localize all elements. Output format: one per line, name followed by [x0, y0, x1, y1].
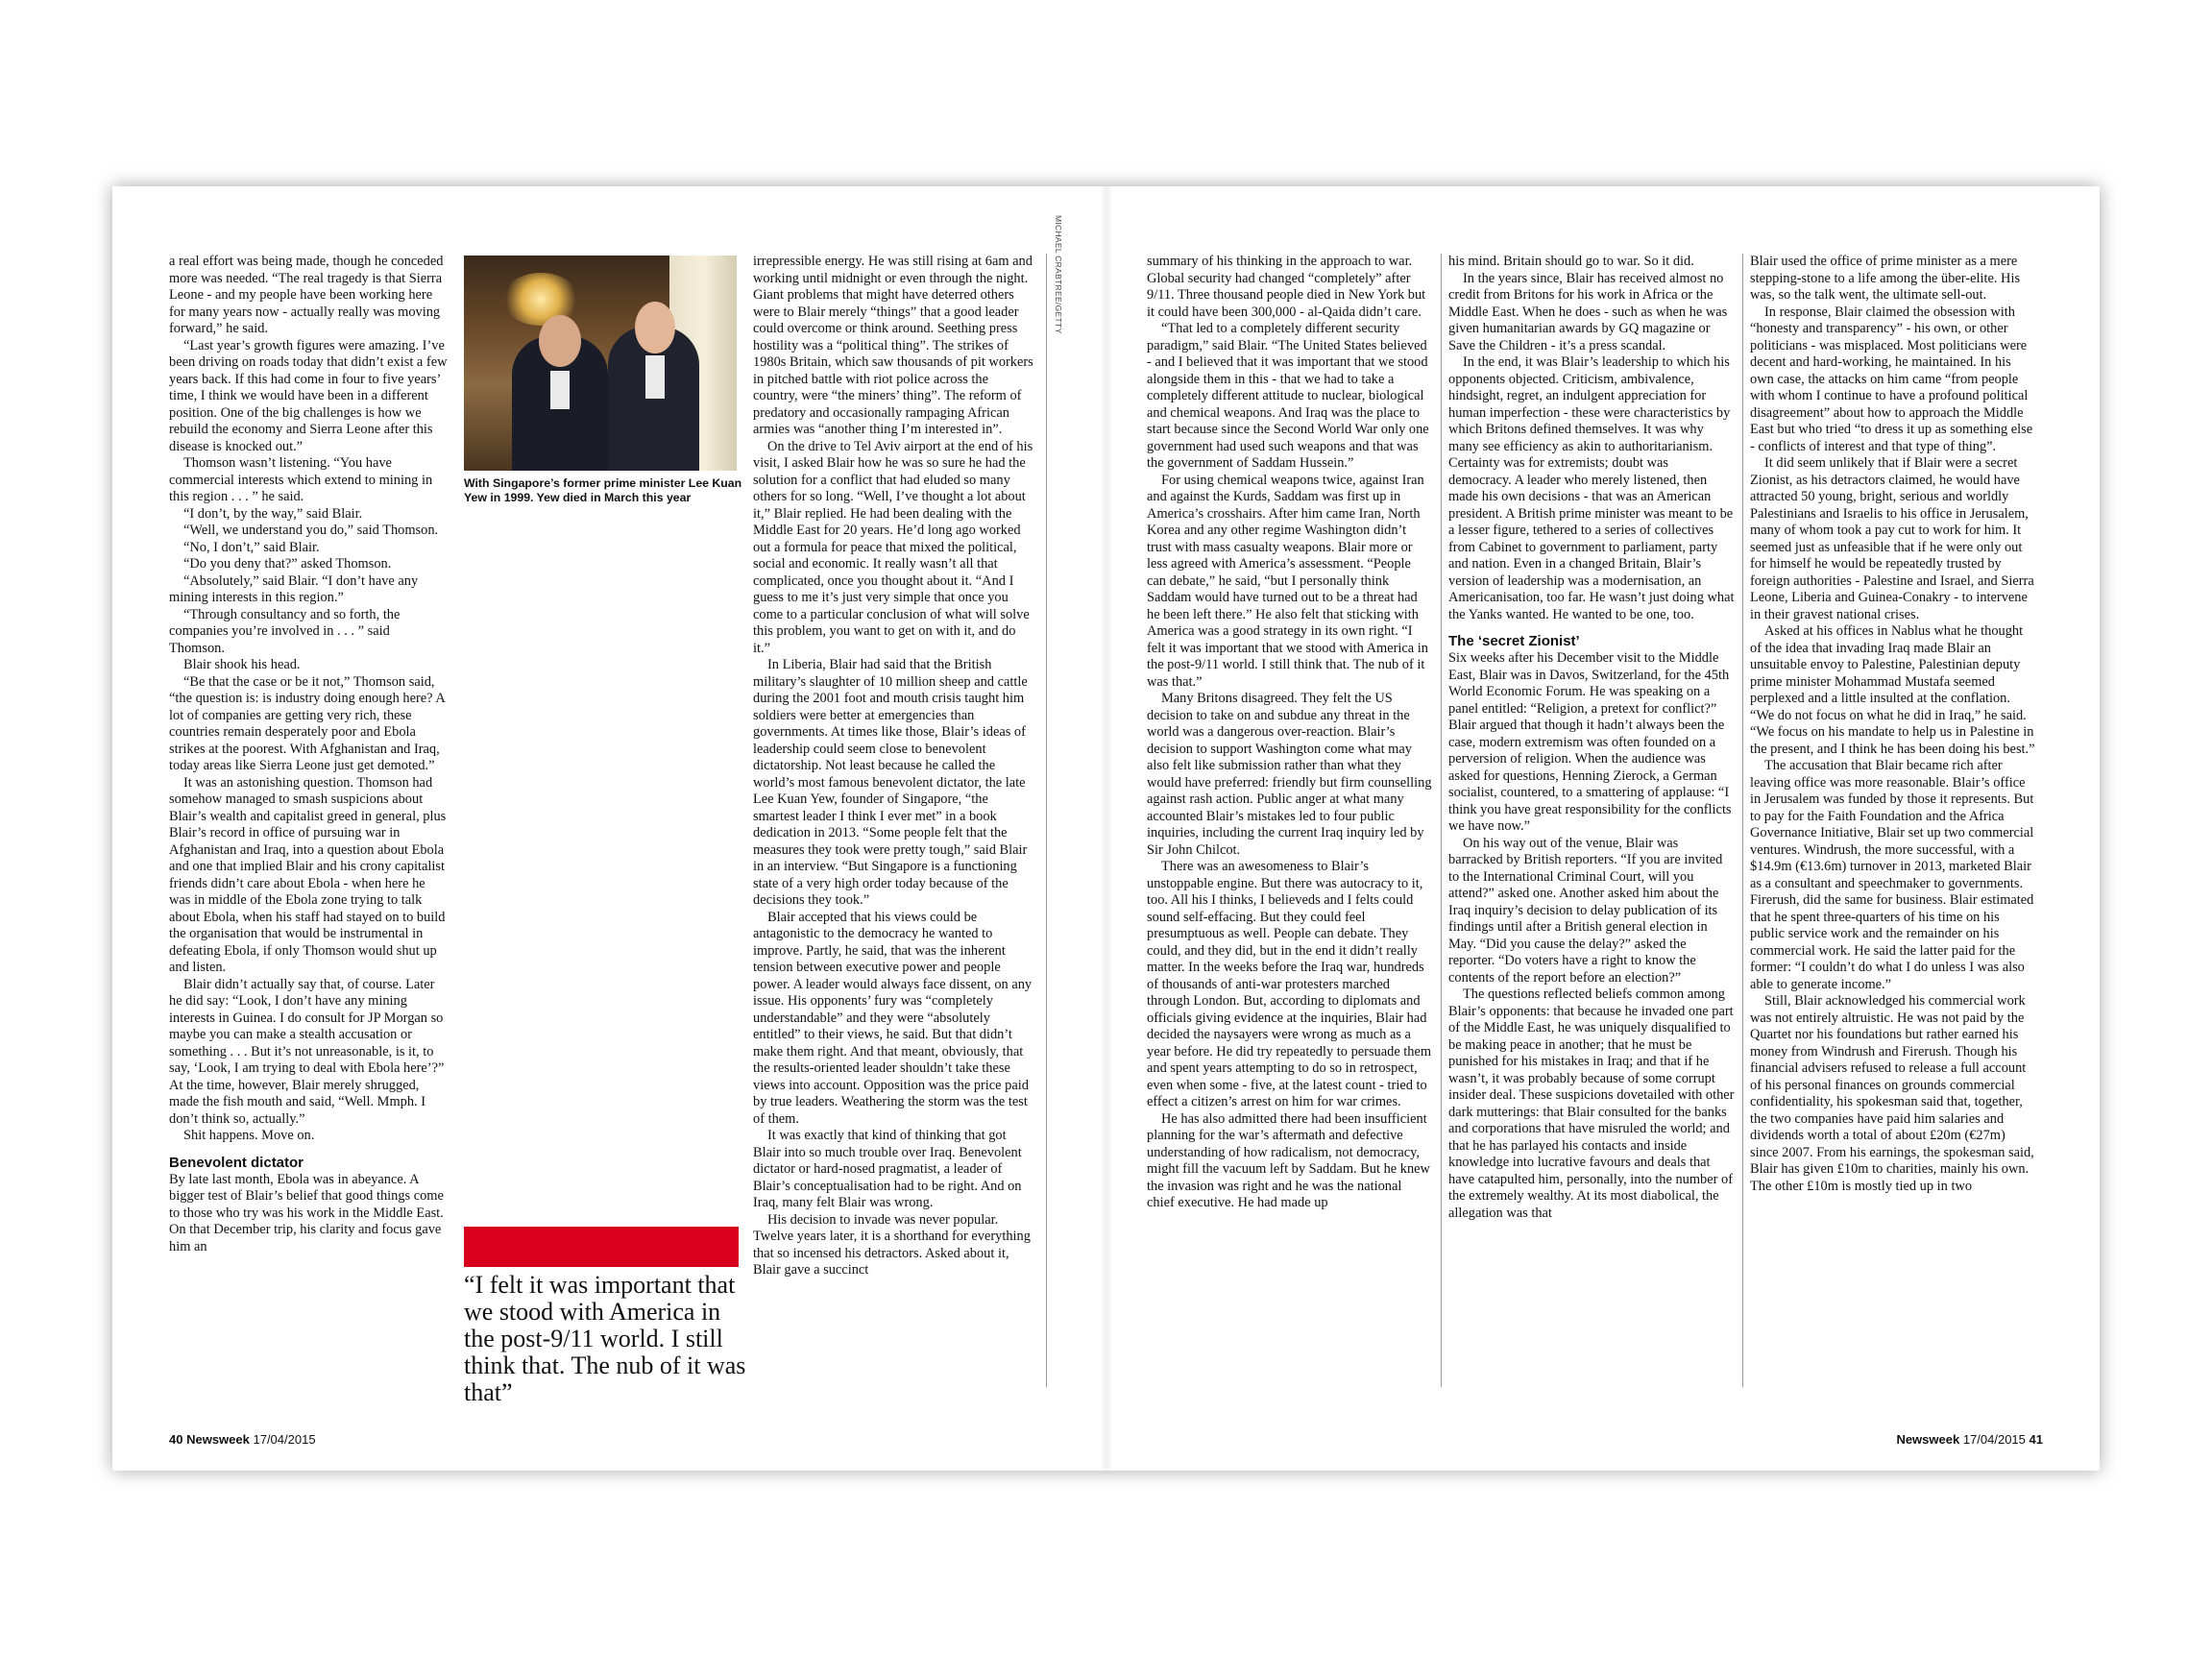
- paragraph: Thomson wasn’t listening. “You have commercial interests which extend to mining in this region . . . ” he said.: [169, 455, 433, 504]
- paragraph: Blair accepted that his views could be antagonistic to the democracy he wanted to improve. Partly, he said, that was the inherent tension between executive power and people power. A leader would always face dissent, on any issue. His opponents’ fury was “completely understandable” and they were “absolutely entitled” to their views, he said. But that didn’t make them right. And that meant, obviously, that the results-oriented leader shouldn’t take these views into account. Opposition was the price paid by true leaders. Weathering the storm was the test of them.: [753, 909, 1033, 1127]
- page-left: [112, 186, 1106, 1471]
- paragraph: Still, Blair acknowledged his commercial work was not entirely altruistic. He was not paid by the Quartet nor his foundations but rather earned his money from Windrush and Firerush. Though his financial advisers refused to release a full account of his personal finances on grounds commercial confidentiality, his spokesman said that, together, the two companies have paid him salaries and dividends worth a total of about £20m (€27m) since 2007. From his earnings, the spokesman said, Blair has given £10m to charities, mainly his own. The other £10m is mostly tied up in two: [1750, 993, 2034, 1194]
- paragraph: his mind. Britain should go to war. So it did.: [1448, 254, 1694, 269]
- paragraph: Six weeks after his December visit to the Middle East, Blair was in Davos, Switzerland, for the 45th World Economic Forum. He was speaking on a panel entitled: “Religion, a pretext for conflict?” Blair argued that though it hadn’t always been the case, modern extremism was often founded on a perversion of religion. When the audience was asked for questions, Henning Zierock, a German socialist, countered, to a smattering of applause: “I think you have great responsibility for the conflicts we have now.”: [1448, 650, 1732, 834]
- paragraph: In response, Blair claimed the obsession with “honesty and transparency” - his own, or other politicians - was misplaced. Most politicians were decent and hard-working, he maintained. In his own case, the attacks on him came “from people with whom I continue to have a profound political disagreement” about how to approach the Middle East but who tried “to dress it up as something else - conflicts of interest and that type of thing”.: [1750, 304, 2033, 454]
- shirt-left: [550, 371, 570, 409]
- brand-left: Newsweek: [186, 1432, 250, 1447]
- paragraph: It was exactly that kind of thinking that got Blair into so much trouble over Iraq. Benevolent dictator or hard-nosed pragmatist, a leader of Blair’s conceptualisation had to be right. And on Iraq, many felt Blair was wrong.: [753, 1128, 1022, 1210]
- paragraph: Asked at his offices in Nablus what he thought of the idea that invading Iraq made Blair an unsuitable envoy to Palestine, Palestinian deputy prime minister Mohammad Mustafa seemed perplexed and a little insulted at the conflation. “We do not focus on what he did in Iraq,” he said. “We focus on his mandate to help us in Palestine in the present, and I think he has been doing his best.”: [1750, 623, 2035, 757]
- paragraph: a real effort was being made, though he conceded more was needed. “The real tragedy is that Sierra Leone - and my people have been working here for many years now - actually really was moving forward,” he said.: [169, 254, 444, 336]
- issue-date-right: 17/04/2015: [1962, 1432, 2026, 1447]
- paragraph: “Be that the case or be it not,” Thomson said, “the question is: is industry doing enough here? A lot of companies are getting very rich, these countries remain desperately poor and Ebola strikes at the poorest. With Afghanistan and Iraq, today areas like Sierra Leone just get demoted.”: [169, 673, 445, 773]
- paragraph: “Do you deny that?” asked Thomson.: [183, 556, 392, 572]
- issue-date-left: 17/04/2015: [253, 1432, 316, 1447]
- paragraph: “That led to a completely different security paradigm,” said Blair. “The United States believed - and I believed that it was important that we stood alongside them in this - that we had to take a completely different attitude to nuclear, biological and chemical weapons. And Iraq was the place to start because since the Second World War only one government had used such weapons and that was the government of Saddam Hussein.”: [1147, 321, 1429, 471]
- article-column-1: [169, 254, 448, 1387]
- page-number-left: 40: [169, 1432, 183, 1447]
- pullquote: “I felt it was important that we stood with America in the post-9/11 world. I still think that. The nub of it was that”: [464, 1271, 746, 1406]
- column-rule: [1046, 254, 1047, 1387]
- paragraph: Shit happens. Move on.: [183, 1128, 315, 1143]
- paragraph: Many Britons disagreed. They felt the US decision to take on and subdue any threat in the world was a dangerous over-reaction. Blair’s decision to support Washington come what may also felt like submission rather than what they would have preferred: friendly but firm counselling against rash action. Public anger at what many accounted Blair’s mistakes led to four public inquiries, including the current Iraq inquiry led by Sir John Chilcot.: [1147, 691, 1432, 858]
- paragraph: There was an awesomeness to Blair’s unstoppable engine. But there was autocracy to it, too. All his I thinks, I believeds and I felts could sound self-effacing. But they could feel presumptuous as well. People can debate. They could, and they did, but in the end it didn’t really matter. In the weeks before the Iraq war, hundreds of thousands of anti-war protesters marched through London. But, according to diplomats and officials giving evidence at the inquiries, Blair had decided the naysayers were wrong as much as a year before. He did try repeatedly to persuade them and spent years attempting to do so in retrospect, even when some - five, at the latest count - tried to effect a citizen’s arrest on him for war crimes.: [1147, 859, 1432, 1109]
- paragraph: irrepressible energy. He was still rising at 6am and working until midnight or even through the night. Giant problems that might have deterred others were to Blair merely “things” that a good leader could overcome or think around. Seething press hostility was a “political thing”. The strikes of 1980s Britain, which saw thousands of pit workers in pitched battle with riot police across the country, were “the miners’ thing”. The reform of predatory and occasionally rampaging African armies was “another thing I’m interested in”.: [753, 254, 1033, 437]
- head-right: [635, 302, 675, 353]
- article-column-4: [1147, 254, 1432, 1387]
- paragraph: summary of his thinking in the approach to war. Global security had changed “completely” after 9/11. Three thousand people died in New York but it could have been 300,000 - al-Qaida didn’t care.: [1147, 254, 1426, 320]
- paragraph: “Last year’s growth figures were amazing. I’ve been driving on roads today that didn’t exist a few years back. If this had come in four to five years’ time, I think we would have been in a different position. One of the big challenges is how we rebuild the economy and Sierra Leone after this disease is knocked out.”: [169, 337, 448, 454]
- subheading: Benevolent dictator: [169, 1154, 304, 1171]
- head-left: [539, 315, 581, 367]
- paragraph: By late last month, Ebola was in abeyance. A bigger test of Blair’s belief that good things come to those who try was his work in the Middle East. On that December trip, his clarity and focus gave him an: [169, 1171, 444, 1254]
- paragraph: In the years since, Blair has received almost no credit from Britons for his work in Africa or the Middle East. When he does - such as when he was given humanitarian awards by GQ magazine or Save the Children - it’s a press scandal.: [1448, 270, 1728, 353]
- paragraph: “No, I don’t,” said Blair.: [183, 539, 320, 555]
- photo-blair-lee-kuan-yew: [464, 256, 737, 471]
- page-number-right: 41: [2029, 1432, 2043, 1447]
- paragraph: His decision to invade was never popular. Twelve years later, it is a shorthand for everything that so incensed his detractors. Asked about it, Blair gave a succinct: [753, 1211, 1031, 1278]
- column-rule: [1742, 254, 1743, 1387]
- page-right: [1106, 186, 2100, 1471]
- paragraph: “I don’t, by the way,” said Blair.: [183, 505, 363, 522]
- paragraph: On his way out of the venue, Blair was barracked by British reporters. “If you are invited to the International Criminal Court, will you attend?” asked one. Another asked him about the Iraq inquiry’s decision to delay publication of its findings until after a British general election in May. “Did you cause the delay?” asked the reporter. “Do voters have a right to know the contents of the report before an election?”: [1448, 835, 1723, 986]
- paragraph: The accusation that Blair became rich after leaving office was more reasonable. Blair’s office in Jerusalem was funded by those it represents. But to pay for the Faith Foundation and the Africa Governance Initiative, Blair set up two commercial ventures. Windrush, the more successful, with a $14.9m (€13.6m) turnover in 2013, marketed Blair as a consultant and speechmaker to governments. Firerush, did the same for business. Blair estimated that he spent three-quarters of his time on his public service work and the remainder on his commercial work. He said the latter paid for the former: “I couldn’t do what I do unless I was also able to generate income.”: [1750, 758, 2034, 992]
- folio-right: [1896, 1432, 2043, 1447]
- paragraph: It did seem unlikely that if Blair were a secret Zionist, as his detractors claimed, he would have attracted 50 young, bright, serious and worldly Palestinians and Israelis to his office in Jerusalem, many of whom took a pay cut to work for him. It seemed just as unfeasible that if he were only out for himself he would be repeatedly trusted by foreign authorities - Palestine and Israel, and Sierra Leone, Liberia and Guinea-Conakry - to intervene in their gravest national crises.: [1750, 455, 2034, 622]
- pullquote-red-bar: [464, 1227, 739, 1267]
- paragraph: “Through consultancy and so forth, the companies you’re involved in . . . ” said Thomson.: [169, 606, 401, 656]
- paragraph: On the drive to Tel Aviv airport at the end of his visit, I asked Blair how he was so sure he had the solution for a conflict that had eluded so many others for so long. “Well, I’ve thought a lot about it,” Blair replied. He had been dealing with the Middle East for 20 years. He’d long ago worked out a formula for peace that mixed the political, social and economic. It really wasn’t all that complicated, once you thought about it. “And I guess to me it’s just very simple that once you come to a particular conclusion of what will solve this problem, you want to get on with it, and do it.”: [753, 438, 1033, 656]
- column-rule: [1441, 254, 1442, 1387]
- photo-caption: With Singapore’s former prime minister Lee Kuan Yew in 1999. Yew died in March this year: [464, 476, 742, 504]
- photo-credit: MICHAEL CRABTREE/GETTY: [1054, 215, 1063, 334]
- subheading: The ‘secret Zionist’: [1448, 633, 1580, 649]
- magazine-spread: [112, 186, 2100, 1471]
- article-column-3: [753, 254, 1034, 1387]
- paragraph: He has also admitted there had been insufficient planning for the war’s aftermath and defective understanding of how radicalism, not democracy, might fill the vacuum left by Saddam. But he knew the invasion was right and he was the national chief executive. He had made up: [1147, 1110, 1430, 1210]
- paragraph: “Absolutely,” said Blair. “I don’t have any mining interests in this region.”: [169, 572, 419, 605]
- paragraph: In the end, it was Blair’s leadership to which his opponents objected. Criticism, ambivalence, hindsight, regret, an indulgent appreciation for human imperfection - these were characteristics by which Britons defined themselves. It was why many see efficiency as akin to authoritarianism. Certainty was for extremists; doubt was democracy. A leader who merely listened, then made his own decisions - that was an American president. A British prime minister was meant to be a lesser figure, tethered to a series of collectives from Cabinet to government to parliament, party and nation. Even in a changed Britain, Blair’s version of leadership was a modernisation, an Americanisation, too far. He wasn’t just doing what the Yanks wanted. He wanted to be one, too.: [1448, 354, 1735, 622]
- shirt-right: [645, 355, 665, 399]
- paragraph: In Liberia, Blair had said that the British military’s slaughter of 10 million sheep and cattle during the 2001 foot and mouth crisis taught him soldiers were better at emergencies than governments. At times like those, Blair’s ideas of leadership could seem close to benevolent dictatorship. Not least because he called the world’s most famous benevolent dictator, the late Lee Kuan Yew, founder of Singapore, “the smartest leader I think I ever met” in a book dedication in 2013. “Some people felt that the measures they took were pretty tough,” said Blair in an interview. “But Singapore is a functioning state of a very high order today because of the decisions they took.”: [753, 657, 1028, 908]
- paragraph: The questions reflected beliefs common among Blair’s opponents: that because he invaded one part of the Middle East, he was uniquely disqualified to be making peace in another; that he must be punished for his mistakes in Iraq; and that if he wasn’t, it was probably because of some corrupt insider deal. These suspicions dovetailed with other dark mutterings: that Blair consulted for the banks and corporations that have misruled the world; and that he has parlayed his contacts and inside knowledge into lucrative favours and deals that have catapulted him, personally, into the number of the extremely wealthy. At its most diabolical, the allegation was that: [1448, 986, 1735, 1221]
- folio-left: [169, 1432, 316, 1447]
- paragraph: Blair shook his head.: [183, 657, 301, 672]
- article-column-5: [1448, 254, 1735, 1387]
- paragraph: Blair used the office of prime minister as a mere stepping-stone to a life among the über-elite. His was, so the talk went, the ultimate sell-out.: [1750, 254, 2021, 303]
- paragraph: It was an astonishing question. Thomson had somehow managed to smash suspicions about Blair’s wealth and capitalist greed in general, plus Blair’s record in office of pursuing war in Afghanistan and Iraq, into a question about Ebola and one that implied Blair and his crony capitalist friends didn’t care about Ebola - when here he was in middle of the Ebola zone trying to talk about Ebola, when his staff had stayed on to build the organisation that would be instrumental in defeating Ebola, if only Thomson would shut up and listen.: [169, 774, 447, 975]
- brand-right: Newsweek: [1896, 1432, 1960, 1447]
- paragraph: “Well, we understand you do,” said Thomson.: [183, 523, 439, 538]
- paragraph: Blair didn’t actually say that, of course. Later he did say: “Look, I don’t have any mining interests in Guinea. I do consult for JP Morgan so maybe you can make a stealth accusation or something . . . But it’s not unreasonable, is it, to say, ‘Look, I am trying to deal with Ebola here’?” At the time, however, Blair merely shrugged, made the fish mouth and said, “Well. Mmph. I don’t think so, actually.”: [169, 976, 445, 1127]
- article-column-6: [1750, 254, 2036, 1387]
- paragraph: For using chemical weapons twice, against Iran and against the Kurds, Saddam was first up in America’s crosshairs. After him came Iran, North Korea and any other regime Washington didn’t trust with mass casualty weapons. Blair more or less agreed with America’s assessment. “People can debate,” he said, “but I personally think Saddam would have turned out to be a threat had he been left there.” He also felt that sticking with America was a good strategy in its own right. “I felt it was important that we stood with America in the post-9/11 world. I still think that. The nub of it was that.”: [1147, 472, 1428, 690]
